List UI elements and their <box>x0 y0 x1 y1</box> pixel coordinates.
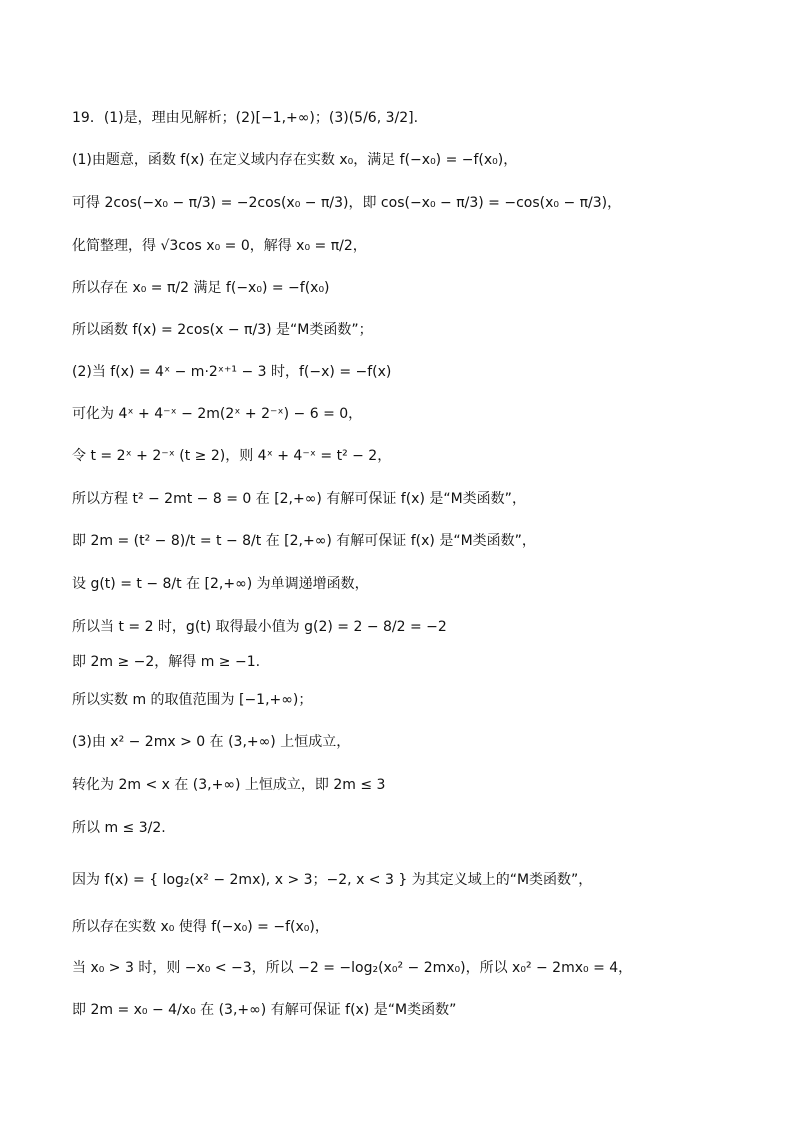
solution-line: 所以存在 x₀ = π/2 满足 f(−x₀) = −f(x₀) <box>72 280 330 296</box>
solution-line: (3)由 x² − 2mx > 0 在 (3,+∞) 上恒成立， <box>72 734 351 750</box>
answer-summary-line: 19．(1)是，理由见解析；(2)[−1,+∞)；(3)(5/6, 3/2]. <box>72 110 419 126</box>
solution-line: 所以函数 f(x) = 2cos(x − π/3) 是“M类函数”； <box>72 322 373 338</box>
solution-line: 即 2m = (t² − 8)/t = t − 8/t 在 [2,+∞) 有解可保证 f(x) 是“M类函数”， <box>72 533 536 549</box>
solution-line: 所以当 t = 2 时，g(t) 取得最小值为 g(2) = 2 − 8/2 = −2 <box>72 619 447 635</box>
solution-line: 即 2m ≥ −2，解得 m ≥ −1. <box>72 654 261 670</box>
solution-line: 所以实数 m 的取值范围为 [−1,+∞)； <box>72 692 313 708</box>
solution-line: 所以方程 t² − 2mt − 8 = 0 在 [2,+∞) 有解可保证 f(x) 是“M类函数”， <box>72 491 526 507</box>
solution-line: (1)由题意，函数 f(x) 在定义域内存在实数 x₀，满足 f(−x₀) = −f(x₀)， <box>72 152 518 168</box>
solution-line: 可化为 4ˣ + 4⁻ˣ − 2m(2ˣ + 2⁻ˣ) − 6 = 0， <box>72 406 363 422</box>
solution-line: 转化为 2m < x 在 (3,+∞) 上恒成立，即 2m ≤ 3 <box>72 777 386 793</box>
solution-line: 化简整理，得 √3cos x₀ = 0，解得 x₀ = π/2， <box>72 238 367 254</box>
solution-line: 令 t = 2ˣ + 2⁻ˣ (t ≥ 2)，则 4ˣ + 4⁻ˣ = t² − 2， <box>72 448 392 464</box>
solution-line: 因为 f(x) = { log₂(x² − 2mx), x > 3；−2, x < 3 } 为其定义域上的“M类函数”， <box>72 872 593 888</box>
solution-line: 所以 m ≤ 3/2. <box>72 820 166 836</box>
solution-line: 即 2m = x₀ − 4/x₀ 在 (3,+∞) 有解可保证 f(x) 是“M类函数” <box>72 1002 457 1018</box>
solution-line: 可得 2cos(−x₀ − π/3) = −2cos(x₀ − π/3)，即 cos(−x₀ − π/3) = −cos(x₀ − π/3)， <box>72 195 622 211</box>
solution-line: 设 g(t) = t − 8/t 在 [2,+∞) 为单调递增函数， <box>72 576 369 592</box>
solution-line: (2)当 f(x) = 4ˣ − m·2ˣ⁺¹ − 3 时，f(−x) = −f(x) <box>72 364 392 380</box>
solution-line: 当 x₀ > 3 时，则 −x₀ < −3，所以 −2 = −log₂(x₀² − 2mx₀)，所以 x₀² − 2mx₀ = 4， <box>72 960 633 976</box>
solution-line: 所以存在实数 x₀ 使得 f(−x₀) = −f(x₀)， <box>72 919 329 935</box>
